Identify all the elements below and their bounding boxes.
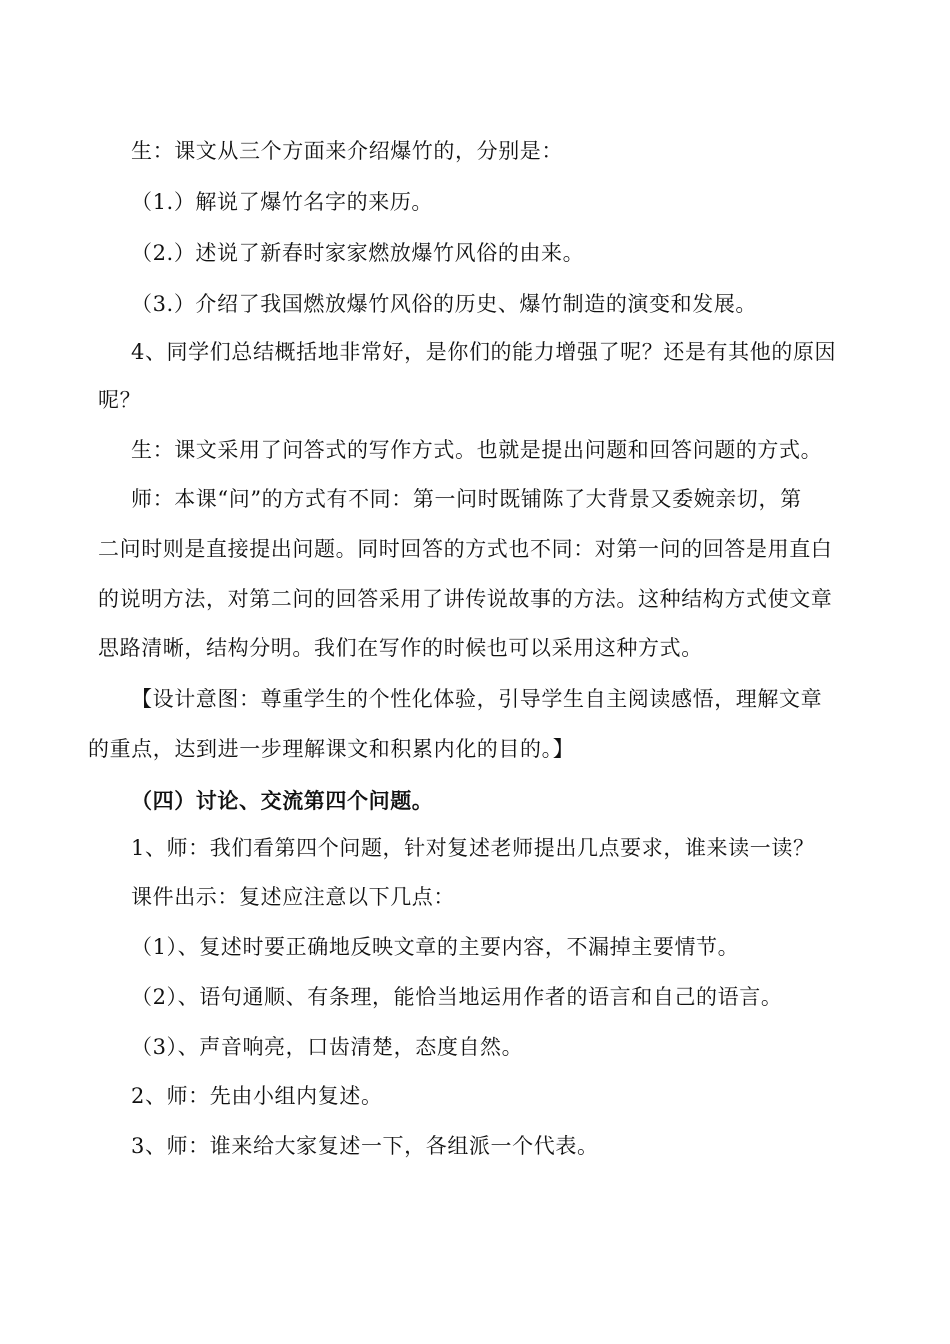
paragraph-line: 【设计意图：尊重学生的个性化体验，引导学生自主阅读感悟，理解文章 (131, 687, 823, 711)
paragraph-line: 课件出示：复述应注意以下几点： (131, 885, 455, 909)
paragraph-line: 的说明方法，对第二问的回答采用了讲传说故事的方法。这种结构方式使文章 (98, 587, 833, 611)
paragraph-line: 思路清晰，结构分明。我们在写作的时候也可以采用这种方式。 (98, 636, 703, 660)
list-item: （2）、语句通顺、有条理，能恰当地运用作者的语言和自己的语言。 (131, 985, 783, 1009)
paragraph-line: 生：课文从三个方面来介绍爆竹的，分别是： (131, 139, 563, 163)
paragraph-line: 二问时则是直接提出问题。同时回答的方式也不同：对第一问的回答是用直白 (98, 537, 833, 561)
paragraph-line: 2、师：先由小组内复述。 (131, 1084, 383, 1108)
section-heading: （四）讨论、交流第四个问题。 (131, 788, 434, 813)
paragraph-line: 师：本课“问”的方式有不同：第一问时既铺陈了大背景又委婉亲切，第 (131, 487, 802, 511)
paragraph-line: 呢？ (98, 388, 142, 412)
paragraph-line: （1.）解说了爆竹名字的来历。 (131, 190, 434, 214)
paragraph-line: （2.）述说了新春时家家燃放爆竹风俗的由来。 (131, 241, 585, 265)
paragraph-line: 1、师：我们看第四个问题，针对复述老师提出几点要求，谁来读一读？ (131, 836, 815, 860)
list-item: （1）、复述时要正确地反映文章的主要内容，不漏掉主要情节。 (131, 935, 740, 959)
list-item: （3）、声音响亮，口齿清楚，态度自然。 (131, 1035, 524, 1059)
paragraph-line: 4、同学们总结概括地非常好，是你们的能力增强了呢？还是有其他的原因 (131, 340, 837, 364)
paragraph-line: 的重点，达到进一步理解课文和积累内化的目的。】 (88, 737, 575, 761)
paragraph-line: 生：课文采用了问答式的写作方式。也就是提出问题和回答问题的方式。 (131, 438, 823, 462)
paragraph-line: 3、师：谁来给大家复述一下，各组派一个代表。 (131, 1134, 599, 1158)
paragraph-line: （3.）介绍了我国燃放爆竹风俗的历史、爆竹制造的演变和发展。 (131, 292, 758, 316)
